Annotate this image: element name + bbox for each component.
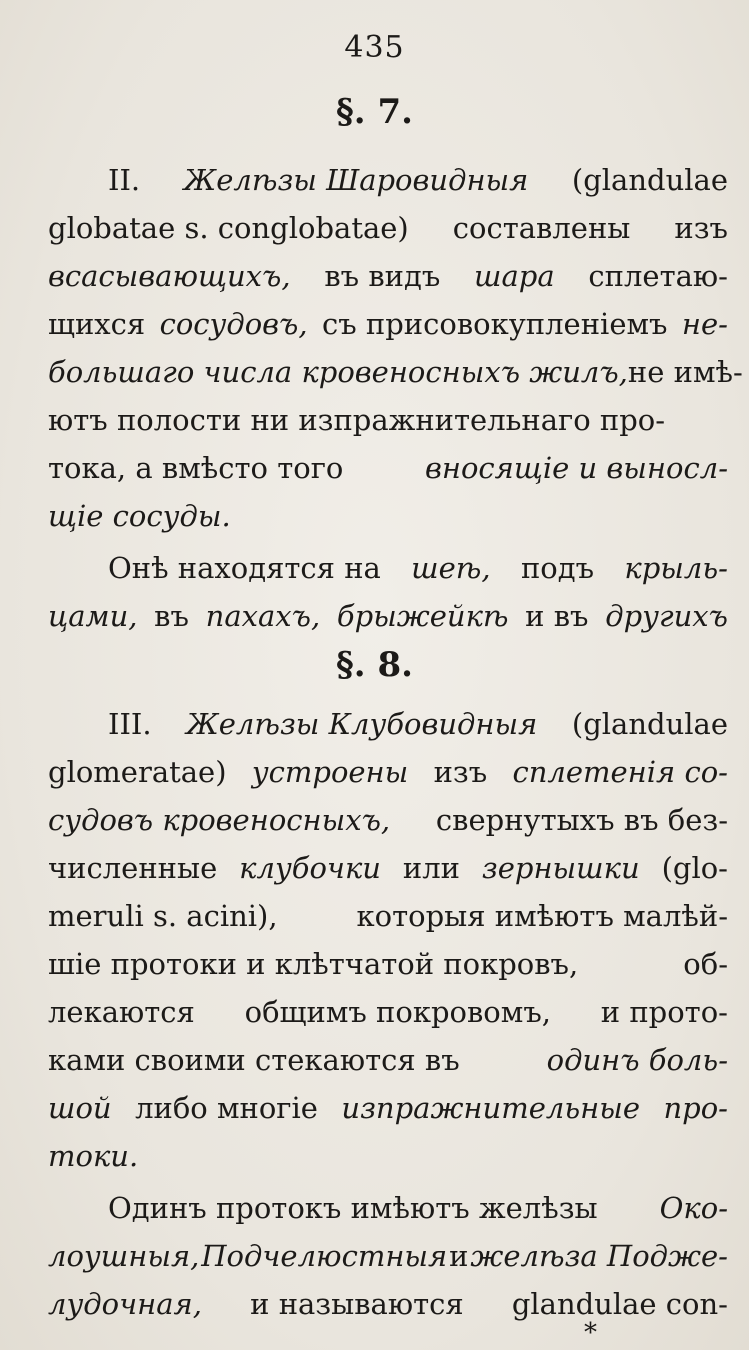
text-line: [48, 1232, 728, 1280]
text-run: изъ: [674, 211, 728, 245]
text-line: [108, 1184, 728, 1232]
text-run: шіе протоки и клѣтчатой покровъ,: [48, 947, 579, 981]
text-line: [48, 748, 728, 796]
text-run: свернутыхъ въ без-: [435, 803, 728, 837]
text-line: [48, 1036, 728, 1084]
latin-term: (glo-: [661, 851, 728, 885]
text-run: лекаются: [48, 995, 195, 1029]
italic-term: вносящіе и выносл-: [424, 451, 728, 485]
italic-term: цами,: [48, 599, 138, 633]
italic-term: шара: [474, 259, 555, 293]
text-run: Одинъ протокъ имѣютъ желѣзы: [108, 1191, 598, 1225]
italic-term: про-: [663, 1091, 728, 1125]
text-run: составлены: [452, 211, 631, 245]
text-line: [48, 1132, 728, 1180]
italic-term: токи.: [48, 1139, 139, 1173]
italic-term: изпражнительные: [341, 1091, 640, 1125]
italic-term: большаго числа кровеносныхъ жилъ,: [48, 355, 628, 389]
text-run: Онѣ находятся на: [108, 551, 381, 585]
italic-term: устроены: [251, 755, 409, 789]
text-run: ками своими стекаются въ: [48, 1043, 460, 1077]
section-8-heading: §. 8.: [336, 645, 413, 685]
text-line: [108, 700, 728, 748]
italic-term: другихъ: [605, 599, 728, 633]
text-line: [108, 156, 728, 204]
text-run: съ присовокупленіемъ: [322, 307, 668, 341]
latin-term: (glandulae: [571, 707, 728, 741]
text-line: [48, 796, 728, 844]
numeral: II.: [108, 163, 141, 197]
text-line: [48, 592, 728, 640]
italic-term: всасывающихъ,: [48, 259, 291, 293]
italic-term: крыль-: [624, 551, 728, 585]
text-run: численные: [48, 851, 218, 885]
italic-term: клубочки: [239, 851, 381, 885]
italic-term: шеѣ,: [411, 551, 491, 585]
text-line: [48, 348, 743, 396]
text-run: общимъ покровомъ,: [244, 995, 551, 1029]
italic-term: зернышки: [481, 851, 640, 885]
text-line: [48, 844, 728, 892]
text-line: [48, 1084, 728, 1132]
italic-term: желѣза Подже-: [470, 1239, 728, 1273]
text-line: [48, 492, 728, 540]
text-run: и называются: [250, 1287, 464, 1321]
text-run: которыя имѣютъ малѣй-: [356, 899, 728, 933]
text-run: или: [402, 851, 460, 885]
text-run: въ видъ: [324, 259, 441, 293]
section-7-heading: §. 7.: [336, 92, 413, 132]
text-run: и въ: [525, 599, 589, 633]
text-run: подъ: [520, 551, 595, 585]
italic-term: брыжейкѣ: [336, 599, 509, 633]
latin-term: glandulae con-: [511, 1287, 728, 1321]
latin-term: glomeratae): [48, 755, 227, 789]
text-line: [48, 396, 728, 444]
italic-term: судовъ кровеносныхъ,: [48, 803, 391, 837]
italic-term: пахахъ,: [205, 599, 321, 633]
italic-term: щіе сосуды.: [48, 499, 231, 533]
text-run: ютъ полости ни изпражнительнаго про-: [48, 403, 666, 437]
text-run: об-: [683, 947, 728, 981]
text-line: [48, 252, 728, 300]
text-run: и прото-: [600, 995, 728, 1029]
text-run: тока, а вмѣсто того: [48, 451, 344, 485]
italic-term: сплетенія со-: [512, 755, 728, 789]
text-line: [108, 544, 728, 592]
text-run: либо многіе: [135, 1091, 318, 1125]
text-run: въ: [154, 599, 189, 633]
text-line: [48, 300, 728, 348]
italic-term: не-: [681, 307, 728, 341]
text-run: не имѣ-: [627, 355, 743, 389]
text-line: [48, 1280, 728, 1328]
latin-term: (glandulae: [571, 163, 728, 197]
text-line: [48, 988, 728, 1036]
text-run: и: [449, 1239, 469, 1273]
page-number: 435: [344, 30, 405, 65]
italic-term: Желѣзы Шаровидныя: [183, 163, 529, 197]
signature-mark: *: [584, 1318, 597, 1348]
italic-term: Желѣзы Клубовидныя: [186, 707, 538, 741]
italic-term: лудочная,: [48, 1287, 202, 1321]
text-line: [48, 892, 728, 940]
italic-term: сосудовъ,: [159, 307, 308, 341]
italic-term: одинъ боль-: [546, 1043, 728, 1077]
text-line: [48, 204, 728, 252]
text-line: [48, 444, 728, 492]
text-line: [48, 940, 728, 988]
text-run: изъ: [433, 755, 488, 789]
italic-term: шой: [48, 1091, 112, 1125]
italic-term: Подчелюстныя: [201, 1239, 448, 1273]
italic-term: лоушныя,: [48, 1239, 200, 1273]
numeral: III.: [108, 707, 152, 741]
text-run: щихся: [48, 307, 146, 341]
italic-term: Око-: [659, 1191, 728, 1225]
latin-term: globatae s. conglobatae): [48, 211, 409, 245]
latin-term: meruli s. acini),: [48, 899, 278, 933]
text-run: сплетаю-: [588, 259, 728, 293]
